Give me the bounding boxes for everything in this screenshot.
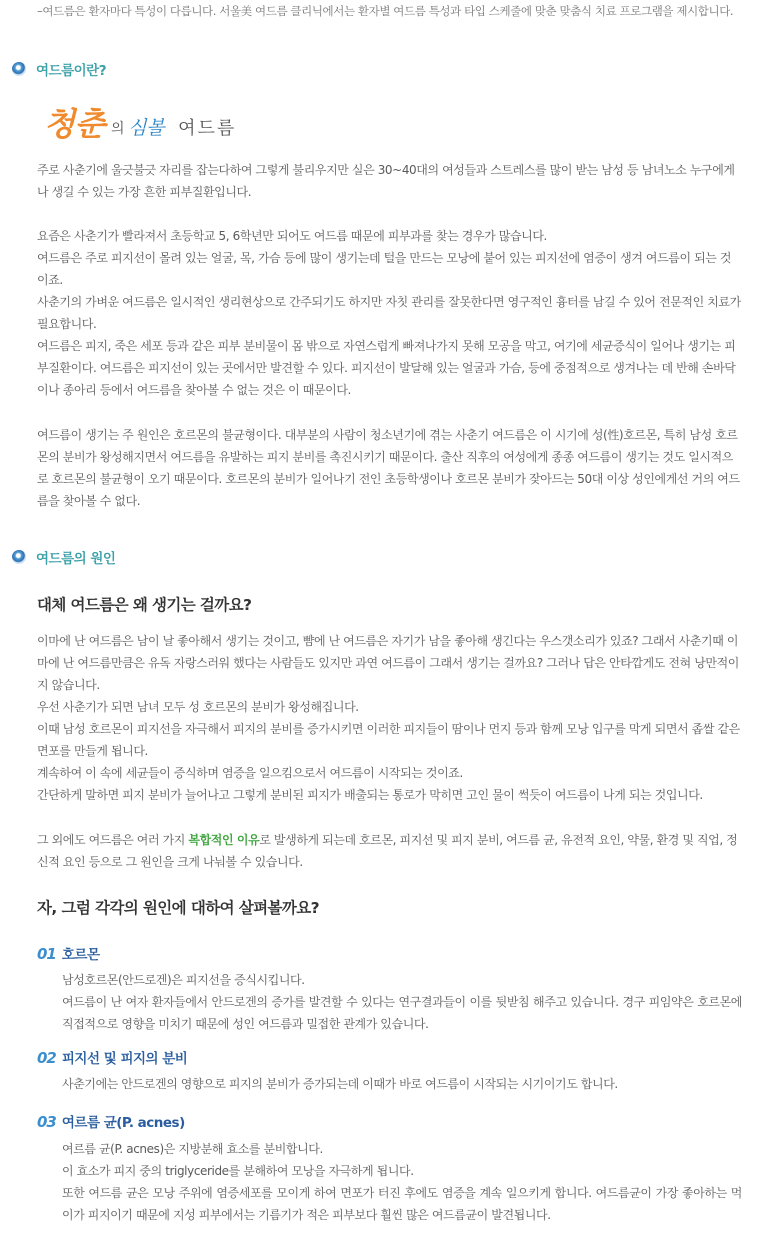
definition-paragraph-3 — [37, 335, 742, 401]
cause-paragraph-1 — [37, 630, 742, 696]
question-heading-1: 대체 여드름은 왜 생기는 걸까요? — [37, 596, 252, 614]
paragraph-line: 여드름이 생기는 주 원인은 호르몬의 불균형이다. 대부분의 사람이 청소년기에 겪는 사춘기 여드름은 이 시기에 성(性)호르몬, 특히 남성 호르몬의 분비가 왕성해지면서 여드름을 유발하는 피지 분비를 촉진시키기 때문이다. 출산 직후의 여성에게 종종 여드름이 생기는 것도 일시적으로 호르몬의 불균형이 오기 때문이다. 호르몬의 분비가 일어나기 전인 초등학생이나 호르몬 분비가 잦아드는 50대 이상 성인에게선 거의 여드름을 찾아볼 수 없다. — [37, 428, 740, 508]
cause-paragraph-2 — [37, 696, 742, 806]
hand-title-part4: 여드름 — [178, 118, 237, 139]
definition-paragraph-2 — [37, 225, 742, 335]
paragraph-line: 요즘은 사춘기가 빨라져서 초등학교 5, 6학년만 되어도 여드름 때문에 피부과를 찾는 경우가 많습니다. — [37, 229, 547, 243]
definition-paragraph-1 — [37, 159, 742, 203]
hand-title-part3: 심볼 — [128, 117, 165, 139]
item-title: 호르몬 — [61, 947, 100, 963]
cause-item-hormone-heading — [37, 943, 100, 963]
round-bullet-icon — [12, 550, 26, 564]
intro-line: –여드름은 환자마다 특성이 다릅니다. 서울美 여드름 클리닉에서는 환자별 여드름 특성과 타입 스케줄에 맞춘 맞춤식 치료 프로그램을 제시합니다. — [37, 4, 734, 18]
item-title: 피지선 및 피지의 분비 — [61, 1051, 188, 1067]
cause-item-hormone-body — [62, 969, 742, 1035]
paragraph-line: 우선 사춘기가 되면 남녀 모두 성 호르몬의 분비가 왕성해집니다. — [37, 700, 359, 714]
section-title: 여드름이란? — [36, 63, 107, 79]
item-number: 03 — [37, 1113, 56, 1131]
paragraph-line: 이때 남성 호르몬이 피지선을 자극해서 피지의 분비를 증가시키면 이러한 피지들이 땀이나 먼지 등과 함께 모낭 입구를 막게 되면서 좁쌀 같은 면포를 만들게 됩니다. — [37, 722, 740, 758]
paragraph-line: 이마에 난 여드름은 남이 날 좋아해서 생기는 것이고, 뺨에 난 여드름은 자기가 남을 좋아해 생긴다는 우스갯소리가 있죠? 그래서 사춘기때 이마에 난 여드름만큼은 유독 자랑스러워 했다는 사람들도 있지만 과연 여드름이 그래서 생기는 걸까요? 그러나 답은 안타깝게도 전혀 낭만적이지 않습니다. — [37, 634, 739, 692]
paragraph-line — [37, 829, 742, 873]
item-line: 여드름이 난 여자 환자들에서 안드로겐의 증가를 발견할 수 있다는 연구결과들이 이를 뒷받침 해주고 있습니다. 경구 피임약은 호르몬에 직접적으로 영향을 미치기 때문에 성인 여드름과 밀접한 관계가 있습니다. — [62, 995, 742, 1031]
paragraph-line: 여드름은 피지, 죽은 세포 등과 같은 피부 분비물이 몸 밖으로 자연스럽게 빠져나가지 못해 모공을 막고, 여기에 세균증식이 일어나 생기는 피부질환이다. 여드름은 피지선이 있는 곳에서만 발견할 수 있다. 피지선이 발달해 있는 얼굴과 가슴, 등에 중점적으로 생겨나는 데 반해 손바닥이나 종아리 등에서 여드름을 찾아볼 수 없는 것은 이 때문이다. — [37, 339, 736, 397]
round-bullet-icon — [12, 62, 26, 76]
cause-item-bacteria-heading — [37, 1111, 185, 1131]
item-line: 남성호르몬(안드로겐)은 피지선을 증식시킵니다. — [62, 973, 305, 987]
paragraph-line: 간단하게 말하면 피지 분비가 늘어나고 그렇게 분비된 피지가 배출되는 통로가 막히면 고인 물이 썩듯이 여드름이 나게 되는 것입니다. — [37, 788, 703, 802]
item-line: 여르름 균(P. acnes)은 지방분해 효소를 분비합니다. — [62, 1142, 323, 1156]
text-span: 그 외에도 여드름은 여러 가지 — [37, 833, 189, 847]
cause-paragraph-3 — [37, 829, 742, 873]
cause-item-sebum-heading — [37, 1047, 187, 1067]
definition-paragraph-4 — [37, 424, 742, 512]
item-line: 이 효소가 피지 중의 triglyceride를 분해하여 모낭을 자극하게 됩니다. — [62, 1164, 414, 1178]
item-line: 또한 여드름 균은 모낭 주위에 염증세포를 모이게 하여 면포가 터진 후에도 염증을 계속 일으키게 합니다. 여드름균이 가장 좋아하는 먹이가 피지이기 때문에 지성 피부에서는 기름기가 적은 피부보다 훨씬 많은 여드름균이 발견됩니다. — [62, 1186, 742, 1222]
section-heading-what-is-acne — [12, 59, 106, 79]
question-heading-2: 자, 그럼 각각의 원인에 대하여 살펴볼까요? — [37, 899, 320, 917]
paragraph-line: 사춘기의 가벼운 여드름은 일시적인 생리현상으로 간주되기도 하지만 자칫 관리를 잘못한다면 영구적인 흉터를 남길 수 있어 전문적인 치료가 필요합니다. — [37, 295, 741, 331]
highlight-text: 복합적인 이유 — [188, 833, 260, 847]
paragraph-line: 계속하여 이 속에 세균들이 증식하며 염증을 일으킴으로서 여드름이 시작되는 것이죠. — [37, 766, 463, 780]
item-title: 여르름 균(P. acnes) — [61, 1115, 185, 1131]
hand-title-part2: 의 — [111, 121, 125, 137]
cause-item-bacteria-body — [62, 1138, 742, 1226]
handwritten-title — [44, 98, 236, 144]
item-line: 사춘기에는 안드로겐의 영향으로 피지의 분비가 증가되는데 이때가 바로 여드름이 시작되는 시기이기도 합니다. — [62, 1077, 618, 1091]
text-span: 로 발생하게 되는데 호르몬, 피지선 및 피지 분비, 여드름 균, 유전적 요인, 약물, 환경 및 직업, 정신적 요인 등으로 그 원인을 크게 나눠볼 수 있습니다. — [37, 833, 738, 869]
section-heading-causes — [12, 547, 115, 567]
item-number: 02 — [37, 1049, 56, 1067]
item-number: 01 — [37, 945, 56, 963]
paragraph-line: 여드름은 주로 피지선이 몰려 있는 얼굴, 목, 가슴 등에 많이 생기는데 털을 만드는 모낭에 붙어 있는 피지선에 염증이 생겨 여드름이 되는 것이죠. — [37, 251, 732, 287]
section-title: 여드름의 원인 — [36, 551, 116, 567]
hand-title-part1: 청춘 — [44, 105, 106, 143]
cause-item-sebum-body — [62, 1073, 742, 1095]
paragraph-line: 주로 사춘기에 울긋불긋 자리를 잡는다하여 그렇게 불리우지만 실은 30~40대의 여성들과 스트레스를 많이 받는 남성 등 남녀노소 누구에게나 생길 수 있는 가장 흔한 피부질환입니다. — [37, 163, 735, 199]
